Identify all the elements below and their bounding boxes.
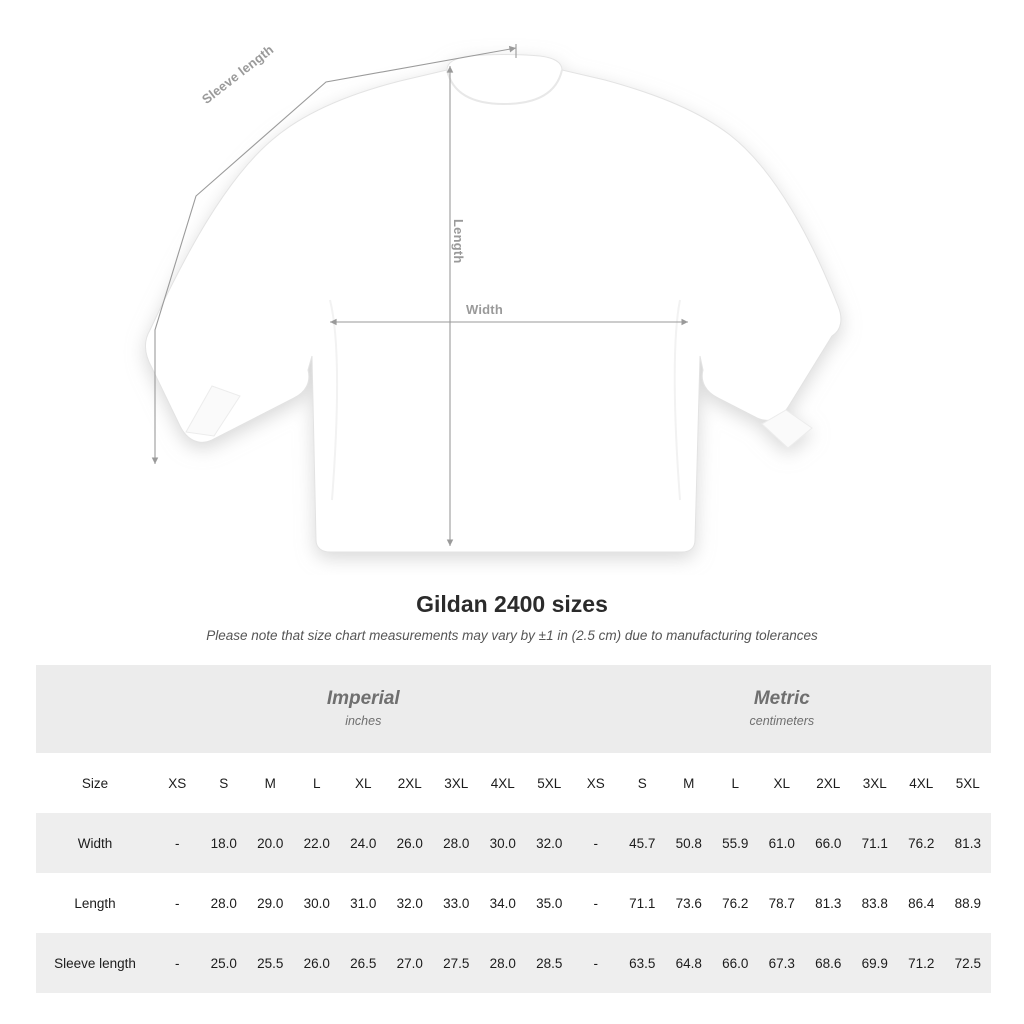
size-header-imperial-l: L xyxy=(294,753,341,813)
size-header-imperial-xl: XL xyxy=(340,753,387,813)
table-row xyxy=(36,813,991,873)
table-row xyxy=(36,933,991,993)
cell-width-imperial-m: 20.0 xyxy=(247,813,294,873)
title-block xyxy=(0,591,1024,643)
size-header-row xyxy=(36,753,991,813)
cell-width-imperial-xs: - xyxy=(154,813,201,873)
size-header-imperial-5xl: 5XL xyxy=(526,753,573,813)
cell-length-imperial-m: 29.0 xyxy=(247,873,294,933)
cell-length-metric-3xl: 83.8 xyxy=(852,873,899,933)
size-chart-table xyxy=(36,665,991,993)
cell-width-metric-5xl: 81.3 xyxy=(945,813,992,873)
cell-width-imperial-2xl: 26.0 xyxy=(387,813,434,873)
length-dimension-label: Length xyxy=(451,219,466,264)
cell-sleeve-imperial-3xl: 27.5 xyxy=(433,933,480,993)
cell-width-metric-3xl: 71.1 xyxy=(852,813,899,873)
system-header-corner xyxy=(36,665,154,753)
size-header-imperial-xs: XS xyxy=(154,753,201,813)
size-header-metric-5xl: 5XL xyxy=(945,753,992,813)
cell-sleeve-metric-2xl: 68.6 xyxy=(805,933,852,993)
cell-width-imperial-s: 18.0 xyxy=(201,813,248,873)
size-header-metric-l: L xyxy=(712,753,759,813)
cell-length-metric-xl: 78.7 xyxy=(759,873,806,933)
cell-length-metric-s: 71.1 xyxy=(619,873,666,933)
cell-sleeve-metric-m: 64.8 xyxy=(666,933,713,993)
size-header-imperial-s: S xyxy=(201,753,248,813)
cell-sleeve-imperial-s: 25.0 xyxy=(201,933,248,993)
tolerance-note: Please note that size chart measurements may vary by ±1 in (2.5 cm) due to manufacturing tolerances xyxy=(206,628,818,643)
cell-length-metric-4xl: 86.4 xyxy=(898,873,945,933)
cell-sleeve-imperial-xl: 26.5 xyxy=(340,933,387,993)
system-name-metric: Metric xyxy=(753,688,810,710)
cell-sleeve-imperial-5xl: 28.5 xyxy=(526,933,573,993)
cell-width-imperial-xl: 24.0 xyxy=(340,813,387,873)
cell-sleeve-imperial-4xl: 28.0 xyxy=(480,933,527,993)
size-header-metric-m: M xyxy=(666,753,713,813)
size-chart-table-wrap xyxy=(36,665,988,993)
cell-sleeve-imperial-xs: - xyxy=(154,933,201,993)
row-label-width: Width xyxy=(36,813,154,873)
cell-length-imperial-4xl: 34.0 xyxy=(480,873,527,933)
cell-length-metric-5xl: 88.9 xyxy=(945,873,992,933)
cell-width-imperial-5xl: 32.0 xyxy=(526,813,573,873)
size-header-metric-2xl: 2XL xyxy=(805,753,852,813)
size-header-metric-4xl: 4XL xyxy=(898,753,945,813)
cell-sleeve-metric-xs: - xyxy=(573,933,620,993)
size-header-label: Size xyxy=(36,753,154,813)
cell-length-imperial-xs: - xyxy=(154,873,201,933)
width-dimension-label: Width xyxy=(466,302,503,317)
cell-sleeve-metric-s: 63.5 xyxy=(619,933,666,993)
cell-width-metric-xl: 61.0 xyxy=(759,813,806,873)
cell-length-imperial-5xl: 35.0 xyxy=(526,873,573,933)
size-header-imperial-2xl: 2XL xyxy=(387,753,434,813)
cell-width-metric-m: 50.8 xyxy=(666,813,713,873)
page-title: Gildan 2400 sizes xyxy=(416,591,608,617)
cell-width-metric-s: 45.7 xyxy=(619,813,666,873)
size-header-imperial-4xl: 4XL xyxy=(480,753,527,813)
row-label-length: Length xyxy=(36,873,154,933)
size-header-metric-xl: XL xyxy=(759,753,806,813)
cell-length-metric-m: 73.6 xyxy=(666,873,713,933)
cell-length-imperial-l: 30.0 xyxy=(294,873,341,933)
system-header-row xyxy=(36,665,991,753)
size-header-metric-xs: XS xyxy=(573,753,620,813)
size-header-metric-s: S xyxy=(619,753,666,813)
size-header-metric-3xl: 3XL xyxy=(852,753,899,813)
cell-length-imperial-s: 28.0 xyxy=(201,873,248,933)
size-header-imperial-m: M xyxy=(247,753,294,813)
system-unit-imperial: inches xyxy=(345,713,382,728)
sleeve-length-dimension-label: Sleeve length xyxy=(199,41,277,107)
cell-sleeve-imperial-2xl: 27.0 xyxy=(387,933,434,993)
system-unit-metric: centimeters xyxy=(749,713,815,728)
cell-width-metric-4xl: 76.2 xyxy=(898,813,945,873)
cell-sleeve-metric-4xl: 71.2 xyxy=(898,933,945,993)
cell-sleeve-imperial-l: 26.0 xyxy=(294,933,341,993)
cell-length-imperial-xl: 31.0 xyxy=(340,873,387,933)
cell-length-metric-l: 76.2 xyxy=(712,873,759,933)
cell-sleeve-metric-3xl: 69.9 xyxy=(852,933,899,993)
cell-width-imperial-4xl: 30.0 xyxy=(480,813,527,873)
cell-sleeve-imperial-m: 25.5 xyxy=(247,933,294,993)
cell-width-metric-l: 55.9 xyxy=(712,813,759,873)
cell-length-imperial-2xl: 32.0 xyxy=(387,873,434,933)
cell-length-metric-xs: - xyxy=(573,873,620,933)
system-header-imperial xyxy=(154,665,573,753)
row-label-sleeve-length: Sleeve length xyxy=(36,933,154,993)
cell-sleeve-metric-xl: 67.3 xyxy=(759,933,806,993)
table-row xyxy=(36,873,991,933)
cell-width-imperial-l: 22.0 xyxy=(294,813,341,873)
system-name-imperial: Imperial xyxy=(326,688,400,710)
system-header-metric xyxy=(573,665,992,753)
cell-width-imperial-3xl: 28.0 xyxy=(433,813,480,873)
cell-sleeve-metric-l: 66.0 xyxy=(712,933,759,993)
cell-width-metric-2xl: 66.0 xyxy=(805,813,852,873)
cell-sleeve-metric-5xl: 72.5 xyxy=(945,933,992,993)
cell-length-metric-2xl: 81.3 xyxy=(805,873,852,933)
cell-length-imperial-3xl: 33.0 xyxy=(433,873,480,933)
size-header-imperial-3xl: 3XL xyxy=(433,753,480,813)
cell-width-metric-xs: - xyxy=(573,813,620,873)
